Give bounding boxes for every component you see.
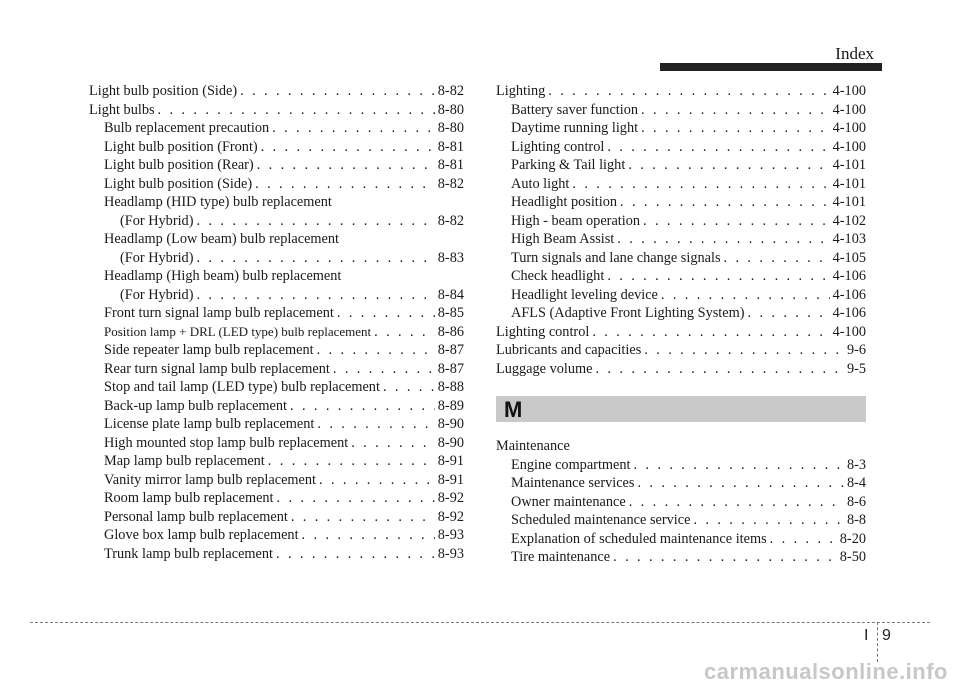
index-entry <box>89 119 464 138</box>
index-entry-text: Back-up lamp bulb replacement <box>104 397 288 414</box>
index-entry-text: Parking & Tail light <box>511 157 626 173</box>
index-entry-text: Light bulb position (Side) <box>89 83 238 99</box>
index-entry-page: 8-81 <box>437 157 464 173</box>
index-entry-page: 8-90 <box>437 416 464 432</box>
index-entry <box>496 230 866 249</box>
index-entry-text: License plate lamp bulb replacement <box>104 416 315 432</box>
dot-leader <box>196 249 434 268</box>
dot-leader <box>196 286 434 305</box>
index-column-right <box>496 82 866 378</box>
index-entry-text: Personal lamp bulb replacement <box>104 508 288 525</box>
index-entry-text: Glove box lamp bulb replacement <box>104 527 299 543</box>
index-entry <box>89 175 464 194</box>
dot-leader <box>592 323 829 342</box>
index-entry-text: Battery saver function <box>511 101 639 118</box>
index-entry-text: Daytime running light <box>511 120 639 136</box>
index-entry-text: AFLS (Adaptive Front Lighting System) <box>511 305 745 321</box>
dot-leader <box>628 156 829 175</box>
index-entry <box>89 82 464 101</box>
index-entry-text: Turn signals and lane change signals <box>511 249 721 266</box>
index-entry-page: 4-100 <box>832 101 866 118</box>
dot-leader <box>277 489 435 508</box>
index-entry-heading: Headlamp (HID type) bulb replacement <box>104 194 332 210</box>
index-entry <box>89 304 464 323</box>
index-entry-page: 8-81 <box>437 138 464 155</box>
index-entry-text: Room lamp bulb replacement <box>104 490 274 506</box>
dot-leader <box>595 360 843 379</box>
index-entry-page: 8-87 <box>437 342 464 358</box>
dot-leader <box>724 249 830 268</box>
index-entry <box>89 101 464 120</box>
dot-leader <box>317 341 435 360</box>
index-entry-text: Vanity mirror lamp bulb replacement <box>104 471 317 488</box>
index-entry-text: Stop and tail lamp (LED type) bulb replacement <box>104 379 380 395</box>
dot-leader <box>641 119 830 138</box>
dot-leader <box>661 286 830 305</box>
index-entry-text: Light bulb position (Side) <box>104 175 253 192</box>
index-entry <box>89 138 464 157</box>
index-entry-text: Side repeater lamp bulb replacement <box>104 342 314 358</box>
index-entry <box>496 493 866 512</box>
dot-leader <box>572 175 829 194</box>
index-entry <box>496 474 866 493</box>
index-entry-page: 8-92 <box>437 490 464 506</box>
dot-leader <box>291 508 435 527</box>
dot-leader <box>629 493 844 512</box>
dot-leader <box>317 415 434 434</box>
index-entry-page: 8-82 <box>437 83 464 99</box>
index-entry-text: High Beam Assist <box>511 231 615 247</box>
dot-leader <box>351 434 435 453</box>
index-entry-text: Headlight position <box>511 194 618 210</box>
index-entry <box>89 434 464 453</box>
index-entry <box>496 101 866 120</box>
index-entry <box>496 267 866 286</box>
index-entry-text: High - beam operation <box>511 212 641 229</box>
index-entry-heading: Headlamp (Low beam) bulb replacement <box>104 231 340 247</box>
index-entry <box>496 212 866 231</box>
index-entry-text: Light bulb position (Front) <box>104 138 258 155</box>
index-entry-text: Check headlight <box>511 268 605 284</box>
index-entry-text: (For Hybrid) <box>120 212 194 229</box>
section-marker: I <box>864 627 869 644</box>
index-entry <box>89 452 464 471</box>
index-entry-page: 8-4 <box>846 475 866 491</box>
index-entry <box>496 286 866 305</box>
index-entry <box>89 156 464 175</box>
index-entry-text: Explanation of scheduled maintenance items <box>511 530 767 547</box>
index-entry-text: Map lamp bulb replacement <box>104 453 265 469</box>
page-number-value: 9 <box>882 627 891 644</box>
index-entry-text: Lighting control <box>496 323 590 340</box>
index-entry <box>496 193 866 212</box>
index-entry <box>89 526 464 545</box>
index-entry-text: Owner maintenance <box>511 493 626 510</box>
footer-vertical-divider <box>877 622 878 662</box>
index-entry-page: 8-84 <box>437 286 464 303</box>
index-entry-page: 4-106 <box>832 286 866 303</box>
index-entry-heading: Maintenance <box>496 438 570 454</box>
dot-leader <box>637 474 843 493</box>
index-entry-text: (For Hybrid) <box>120 286 194 303</box>
index-entry-text: Bulb replacement precaution <box>104 120 270 136</box>
section-letter: M <box>504 397 523 422</box>
index-entry-text: Light bulb position (Rear) <box>104 157 254 173</box>
index-entry-page: 8-50 <box>839 549 866 565</box>
index-entry-text: Auto light <box>511 175 570 192</box>
index-entry-text: High mounted stop lamp bulb replacement <box>104 434 349 451</box>
index-entry-page: 4-106 <box>832 305 866 321</box>
dot-leader <box>607 138 829 157</box>
dot-leader <box>607 267 829 286</box>
dot-leader <box>644 341 844 360</box>
index-entry-text: Lighting <box>496 83 546 99</box>
dot-leader <box>158 101 435 120</box>
watermark: carmanualsonline.info <box>704 659 948 684</box>
index-entry-page: 4-106 <box>832 268 866 284</box>
index-entry <box>496 511 866 530</box>
header-bar <box>660 63 882 71</box>
index-entry <box>496 175 866 194</box>
index-entry-page: 8-82 <box>437 212 464 229</box>
dot-leader <box>748 304 830 323</box>
index-entry <box>496 456 866 475</box>
index-entry-page: 8-82 <box>437 175 464 192</box>
index-entry <box>89 508 464 527</box>
index-entry-page: 8-87 <box>437 360 464 377</box>
dot-leader <box>634 456 844 475</box>
index-entry-page: 8-85 <box>437 305 464 321</box>
index-entry-text: (For Hybrid) <box>120 249 194 266</box>
index-entry-text: Lubricants and capacities <box>496 342 642 358</box>
dot-leader <box>272 119 435 138</box>
index-entry-text: Rear turn signal lamp bulb replacement <box>104 360 330 377</box>
index-entry-page: 4-100 <box>832 323 866 340</box>
index-entry-page: 4-103 <box>832 231 866 247</box>
index-entry-page: 4-102 <box>832 212 866 229</box>
index-entry <box>496 548 866 567</box>
index-entry-page: 4-100 <box>832 138 866 155</box>
index-entry-text: Scheduled maintenance service <box>511 512 691 528</box>
index-entry-page: 8-83 <box>437 249 464 266</box>
index-column-left <box>89 82 464 563</box>
index-entry-page: 8-91 <box>437 453 464 469</box>
dot-leader <box>240 82 435 101</box>
index-entry <box>89 415 464 434</box>
index-entry <box>89 341 464 360</box>
index-entry-page: 4-100 <box>832 83 866 99</box>
index-entry-page: 8-92 <box>437 508 464 525</box>
dot-leader <box>268 452 435 471</box>
index-entry-page: 8-80 <box>437 120 464 136</box>
index-entry <box>89 249 464 268</box>
index-entry-text: Front turn signal lamp bulb replacement <box>104 305 334 321</box>
dot-leader <box>617 230 829 249</box>
index-entry-page: 8-6 <box>846 493 866 510</box>
index-entry <box>89 471 464 490</box>
index-entry-page: 8-90 <box>437 434 464 451</box>
dot-leader <box>196 212 434 231</box>
index-entry <box>496 82 866 101</box>
index-entry <box>89 212 464 231</box>
dot-leader <box>255 175 435 194</box>
index-entry-heading: Headlamp (High beam) bulb replacement <box>104 268 342 284</box>
index-entry <box>496 530 866 549</box>
index-entry <box>89 545 464 564</box>
index-entry-text: Light bulbs <box>89 101 155 118</box>
index-entry-page: 4-101 <box>832 157 866 173</box>
index-entry-page: 8-3 <box>846 456 866 473</box>
index-entry-page: 8-93 <box>437 527 464 543</box>
index-entry-page: 8-89 <box>437 397 464 414</box>
index-entry <box>89 489 464 508</box>
index-entry <box>89 286 464 305</box>
index-entry-text: Trunk lamp bulb replacement <box>104 545 274 562</box>
dot-leader <box>319 471 435 490</box>
index-entry <box>496 323 866 342</box>
index-entry <box>89 397 464 416</box>
dot-leader <box>261 138 435 157</box>
dot-leader <box>613 548 837 567</box>
index-entry-text: Tire maintenance <box>511 549 611 565</box>
index-entry-page: 4-101 <box>832 194 866 210</box>
index-entry <box>496 156 866 175</box>
dot-leader <box>383 378 435 397</box>
index-entry-page: 8-86 <box>437 323 464 340</box>
dot-leader <box>548 82 829 101</box>
footer-divider <box>30 622 930 623</box>
index-entry-text: Lighting control <box>511 138 605 155</box>
index-entry <box>496 249 866 268</box>
index-entry <box>496 119 866 138</box>
dot-leader <box>770 530 837 549</box>
index-entry <box>496 341 866 360</box>
index-entry-page: 9-6 <box>846 342 866 358</box>
index-entry-page: 8-80 <box>437 101 464 118</box>
index-entry-text: Maintenance services <box>511 475 635 491</box>
index-entry <box>89 323 464 342</box>
dot-leader <box>643 212 830 231</box>
dot-leader <box>276 545 435 564</box>
index-section-m <box>496 437 866 567</box>
index-entry-page: 8-93 <box>437 545 464 562</box>
index-entry-page: 9-5 <box>846 360 866 377</box>
index-entry-page: 8-8 <box>846 512 866 528</box>
index-entry-page: 4-100 <box>832 120 866 136</box>
index-entry-text: Engine compartment <box>511 456 631 473</box>
dot-leader <box>693 511 844 530</box>
dot-leader <box>337 304 435 323</box>
dot-leader <box>620 193 830 212</box>
page-title: Index <box>835 44 874 63</box>
index-entry <box>89 378 464 397</box>
index-entry-page: 8-91 <box>437 471 464 488</box>
section-header-bar <box>496 396 866 422</box>
index-entry <box>89 360 464 379</box>
dot-leader <box>374 323 435 342</box>
dot-leader <box>641 101 830 120</box>
index-entry-text: Position lamp + DRL (LED type) bulb replacement <box>104 323 372 339</box>
dot-leader <box>333 360 435 379</box>
index-entry-page: 8-88 <box>437 379 464 395</box>
dot-leader <box>302 526 435 545</box>
index-entry-text: Headlight leveling device <box>511 286 658 303</box>
dot-leader <box>290 397 435 416</box>
dot-leader <box>257 156 435 175</box>
index-entry <box>496 138 866 157</box>
index-entry-text: Luggage volume <box>496 360 593 377</box>
index-entry-page: 8-20 <box>839 530 866 547</box>
index-entry <box>496 360 866 379</box>
index-entry <box>496 304 866 323</box>
index-entry-page: 4-105 <box>832 249 866 266</box>
index-entry-page: 4-101 <box>832 175 866 192</box>
